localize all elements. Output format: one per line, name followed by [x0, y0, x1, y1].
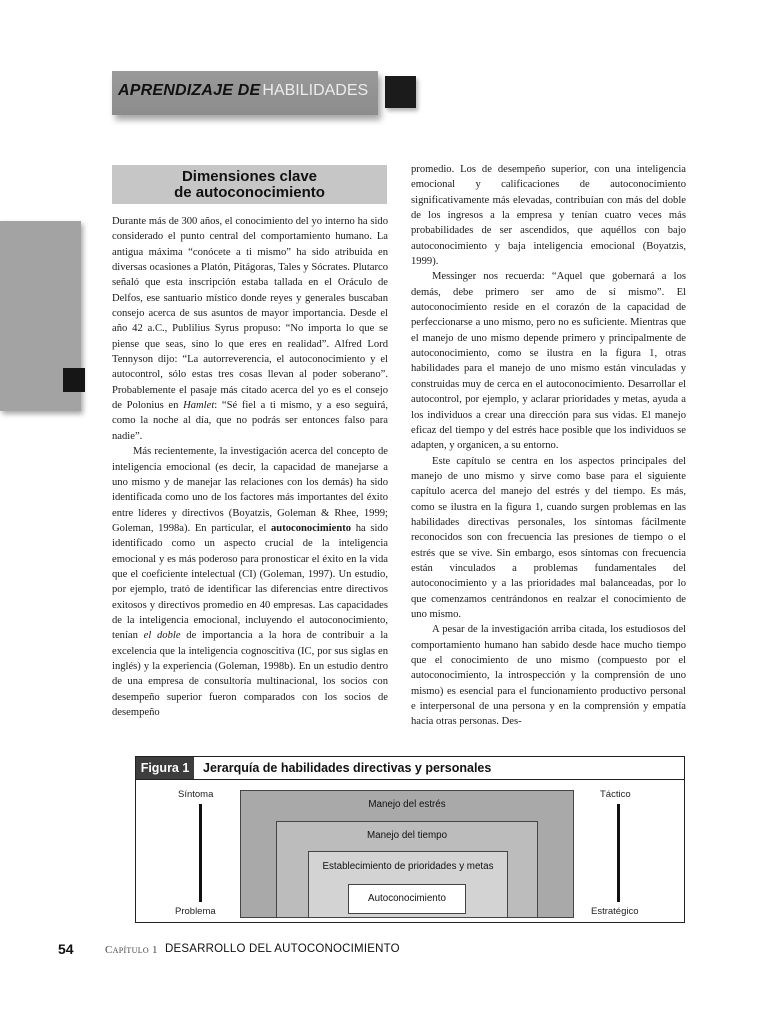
- paragraph: A pesar de la investigación arriba citada, los estudiosos del comportamiento humano han sabido desde hace mucho tiempo que el conocimiento de uno mismo (compuesto por el autoconocimiento, la introspección y la comprensión de uno mismo) es esencial para el funcionamiento productivo personal e interpersonal de una persona y en la comprensión y empatía hacia otras personas. Des-: [411, 624, 686, 728]
- paragraph: [112, 444, 388, 720]
- paragraph: [112, 214, 388, 444]
- figure-title: Jerarquía de habilidades directivas y personales: [203, 761, 492, 775]
- margin-tab-square: [63, 368, 85, 392]
- level-label: Establecimiento de prioridades y metas: [322, 861, 494, 872]
- section-heading-line2: de autoconocimiento: [174, 184, 325, 201]
- left-axis-line: [199, 804, 202, 902]
- paragraph-text: de importancia a la hora de contribuir a la excelencia que la inteligencia cognoscitiva (IC, por sus siglas en inglés) y la experiencia (Goleman, 1998b). En un estudio dentro de una empresa de consultoría multinacional, los socios con desempeño superior fueron comparados con los socios de desempeño: [112, 630, 388, 718]
- paragraph: Este capítulo se centra en los aspectos principales del manejo de uno mismo y sirve como base para el siguiente capítulo acerca del manejo del estrés y del tiempo. Es más, como se ilustra en la figura 1, cuando surgen problemas en las habilidades directivas personales, los síntomas fácilmente reconocidos son con frecuencia las presiones de tiempo o el estrés que se vive. Sin embargo, esos síntomas con frecuencia están vinculados a problemas fundamentales del autoconocimiento y a las prioridades mal balanceadas, por lo que comenzamos centrándonos en realzar el conocimiento de uno mismo.: [411, 455, 686, 620]
- chapter-banner: [112, 71, 378, 115]
- right-text-column: [411, 162, 686, 730]
- axis-label-strategic: Estratégico: [591, 906, 639, 917]
- axis-label-symptom: Síntoma: [178, 789, 214, 800]
- italic-title: Hamlet: [183, 400, 215, 412]
- banner-title-light: HABILIDADES: [262, 82, 369, 99]
- level-label: Manejo del tiempo: [366, 830, 448, 841]
- page-footer: [58, 941, 400, 959]
- banner-title: [118, 82, 368, 100]
- paragraph: promedio. Los de desempeño superior, con una inteligencia emocional y calificaciones de autoconocimiento significativamente más elevadas, contribuían con más del doble de los ingresos a la empresa y tenían cuatro veces más probabilidades de ser ascendidos, que aquéllos con bajo autoconocimiento y baja inteligencia emocional (Boyatzis, 1999).: [411, 164, 686, 268]
- paragraph-text: : “Sé fiel a ti mismo, y a eso seguirá, como la noche al día, que no podrás ser entonces falso para nadie”.: [112, 400, 388, 442]
- chapter-label: Capítulo 1: [105, 944, 158, 956]
- section-heading: [112, 165, 387, 204]
- level-label: Manejo del estrés: [368, 799, 446, 810]
- paragraph-text: ha sido identificado como un aspecto crucial de la inteligencia emocional y es más poderoso para pronosticar el éxito en la vida que el coeficiente intelectual (CI) (Goleman, 1997). Un estudio, por ejemplo, trató de identificar las diferencias entre directivos exitosos y directivos promedio en 40 empresas. Las capacidades de la inteligencia emocional, incluyendo el autoconocimiento, tenían: [112, 522, 388, 642]
- paragraph-text: Más recientemente, la investigación acerca del concepto de inteligencia emocional (es decir, la capacidad de manejarse a uno mismo y de manejar las relaciones con los demás) ha sido identificada como uno de los factores más importantes del éxito entre líderes y directivos (Boyatzis, Goleman & Rhee, 1999; Goleman, 1998a). En particular, el: [112, 446, 388, 534]
- figure-label: Figura 1: [136, 757, 194, 779]
- key-term: autoconocimiento: [271, 522, 352, 534]
- level-label: Autoconocimiento: [368, 893, 446, 904]
- right-axis-line: [617, 804, 620, 902]
- axis-label-tactical: Táctico: [600, 789, 631, 800]
- figure-header: [136, 757, 684, 780]
- chapter-title: DESARROLLO DEL AUTOCONOCIMIENTO: [165, 943, 400, 955]
- banner-title-bold: APRENDIZAJE DE: [118, 82, 261, 99]
- page-number: 54: [58, 941, 74, 957]
- emphasis-text: el doble: [143, 630, 181, 642]
- axis-label-problem: Problema: [175, 906, 216, 917]
- level-self-awareness: [348, 884, 466, 914]
- paragraph: Messinger nos recuerda: “Aquel que gobernará a los demás, debe primero ser amo de sí mismo”. El autoconocimiento reside en el corazón de la capacidad de perfeccionarse a uno mismo, pero no es suficiente. Mientras que el manejo de uno mismo depende primero y principalmente de autoconocimiento, como se ilustra en la figura 1, otras habilidades para el manejo de uno mismo están vinculadas y construidas muy de cerca en el autoconocimiento. Desarrollar el autocontrol, por ejemplo, y aclarar prioridades y metas, ayuda a los individuos a crear una dirección para sus vidas. El manejo eficaz del tiempo y del estrés hace posible que los individuos se adapten, y organicen, a su entorno.: [411, 271, 686, 452]
- banner-decor-square: [385, 76, 416, 108]
- paragraph-text: Durante más de 300 años, el conocimiento del yo interno ha sido considerado el punto central del comportamiento humano. La antigua máxima “conócete a ti mismo” ha sido atribuida en diversas ocasiones a Platón, Pitágoras, Tales y Sócrates. Plutarco señaló que esta inscripción estaba tallada en el Oráculo de Delfos, ese santuario místico donde reyes y generales buscaban consejo acerca de sus asuntos de mayor importancia. Desde el año 42 a.C., Publilius Syrus propuso: “No importa lo que se piense que seas, sino lo que eres en realidad”. Alfred Lord Tennyson dijo: “La autorreverencia, el autoconocimiento y el autocontrol, sólo estas tres cosas llevan al poder soberano”. Probablemente el pasaje más citado acerca del yo es el consejo de Polonius en: [112, 216, 388, 412]
- figure-1: [135, 756, 685, 923]
- left-text-column: [112, 214, 388, 720]
- section-heading-line1: Dimensiones clave: [181, 168, 318, 185]
